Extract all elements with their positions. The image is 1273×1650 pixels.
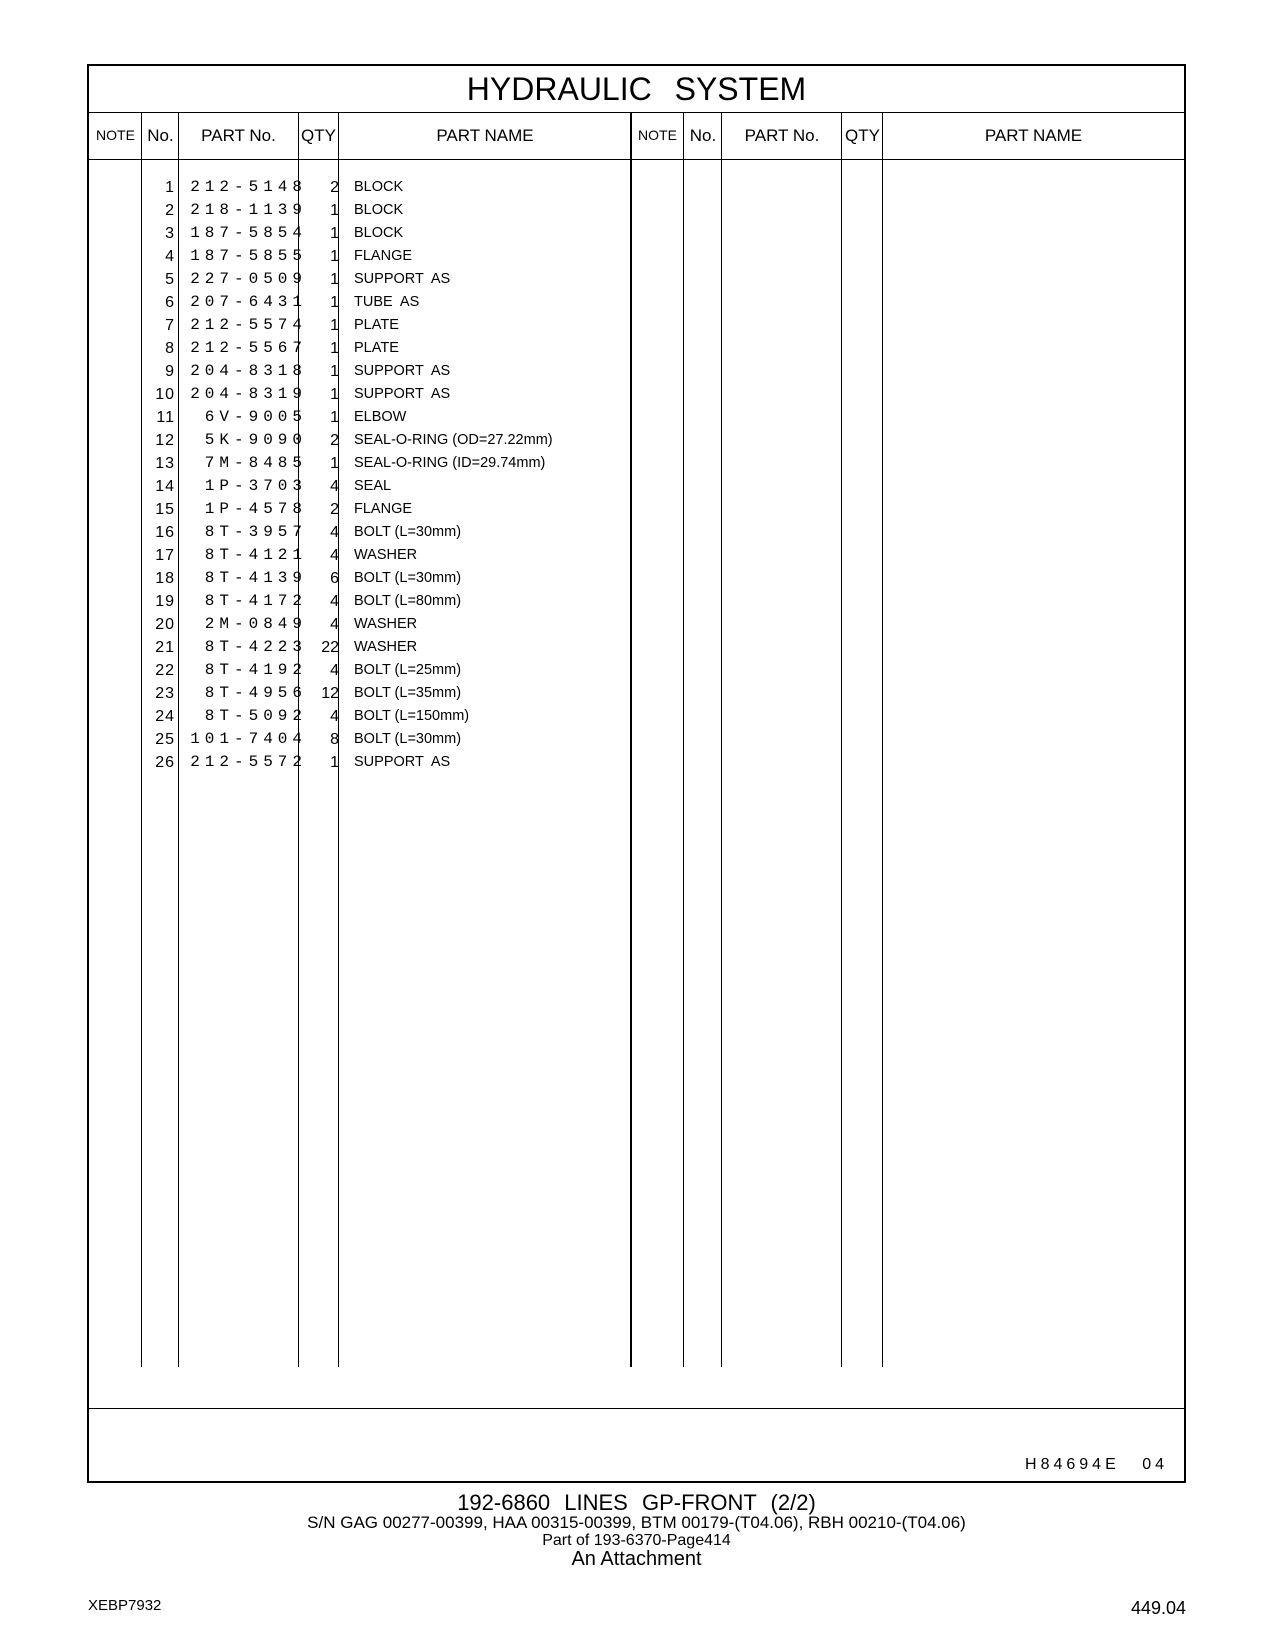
- part-name: BOLT (L=30mm): [354, 524, 462, 540]
- part-number: 204-8318: [190, 362, 307, 380]
- part-name: TUBE AS: [354, 294, 420, 310]
- part-qty: 1: [330, 294, 339, 311]
- column-divider: [721, 112, 722, 1367]
- part-qty: 1: [330, 340, 339, 357]
- header-qty-left: QTY: [301, 126, 336, 145]
- part-number-index: 24: [155, 708, 175, 725]
- part-name: BOLT (L=30mm): [354, 731, 462, 747]
- part-qty: 1: [330, 225, 339, 242]
- part-number-index: 19: [155, 593, 175, 610]
- part-number-index: 6: [165, 294, 175, 311]
- header-qty-right: QTY: [845, 126, 880, 145]
- part-number: 212-5572: [190, 753, 307, 771]
- part-number: 8T-4121: [204, 546, 307, 564]
- part-number-index: 7: [165, 317, 175, 334]
- table-row: [89, 521, 649, 544]
- part-number-index: 13: [155, 455, 175, 472]
- part-name: FLANGE: [354, 248, 413, 264]
- part-name: BOLT (L=35mm): [354, 685, 462, 701]
- part-number-index: 11: [156, 409, 175, 426]
- part-qty: 4: [330, 547, 339, 564]
- caption-serials: S/N GAG 00277-00399, HAA 00315-00399, BTM 00179-(T04.06), RBH 00210-(T04.06): [307, 1513, 966, 1532]
- part-qty: 1: [330, 271, 339, 288]
- table-row: [89, 544, 649, 567]
- table-row: [89, 613, 649, 636]
- part-number-index: 22: [155, 662, 175, 679]
- part-name: WASHER: [354, 616, 418, 632]
- table-row: [89, 291, 649, 314]
- header-no-left: No.: [147, 126, 174, 145]
- header-partno-left: PART No.: [201, 126, 276, 145]
- header-partname-left: PART NAME: [436, 126, 534, 145]
- table-header: [89, 112, 1184, 160]
- part-number: 2M-0849: [204, 615, 307, 633]
- part-number-index: 9: [165, 363, 175, 380]
- table-row: [89, 705, 649, 728]
- table-row: [89, 429, 649, 452]
- part-name: FLANGE: [354, 501, 413, 517]
- part-qty: 1: [330, 409, 339, 426]
- part-number-index: 14: [155, 478, 175, 495]
- part-number-index: 1: [165, 179, 175, 196]
- part-qty: 22: [321, 639, 339, 656]
- table-row: [89, 636, 649, 659]
- part-name: SEAL: [354, 478, 392, 494]
- part-name: BOLT (L=25mm): [354, 662, 462, 678]
- part-number-index: 26: [155, 754, 175, 771]
- part-qty: 12: [321, 685, 339, 702]
- document-id: XEBP7932: [88, 1597, 162, 1614]
- part-name: PLATE: [354, 340, 399, 356]
- table-row: [89, 751, 649, 774]
- table-row: [89, 475, 649, 498]
- part-number-index: 10: [155, 386, 175, 403]
- part-number-index: 12: [155, 432, 175, 449]
- part-number: 6V-9005: [204, 408, 307, 426]
- part-number: 227-0509: [190, 270, 307, 288]
- part-number: 212-5567: [190, 339, 307, 357]
- part-name: BLOCK: [354, 179, 404, 195]
- table-row: [89, 452, 649, 475]
- part-qty: 4: [330, 478, 339, 495]
- table-row: [89, 245, 649, 268]
- part-qty: 1: [330, 202, 339, 219]
- table-row: [89, 590, 649, 613]
- header-note-right: NOTE: [638, 127, 677, 143]
- part-number: 8T-4223: [204, 638, 307, 656]
- part-number: 1P-4578: [204, 500, 307, 518]
- table-row: [89, 222, 649, 245]
- part-number-index: 2: [165, 202, 175, 219]
- part-name: WASHER: [354, 639, 418, 655]
- part-number: 8T-3957: [204, 523, 307, 541]
- part-number-index: 3: [165, 225, 175, 242]
- part-qty: 1: [330, 386, 339, 403]
- parts-table-frame: [87, 64, 1186, 1483]
- column-divider: [882, 112, 883, 1367]
- header-partname-right: PART NAME: [984, 126, 1083, 145]
- part-number-index: 15: [155, 501, 175, 518]
- part-number: 7M-8485: [204, 454, 307, 472]
- table-bottom-rule: [89, 1408, 1184, 1409]
- header-note-left: NOTE: [96, 127, 135, 143]
- part-qty: 4: [330, 524, 339, 541]
- part-qty: 2: [330, 432, 339, 449]
- table-row: [89, 176, 649, 199]
- part-qty: 6: [330, 570, 339, 587]
- part-number: 207-6431: [190, 293, 307, 311]
- part-qty: 1: [330, 754, 339, 771]
- part-number: 8T-4956: [204, 684, 307, 702]
- part-number-index: 16: [155, 524, 175, 541]
- part-number: 1P-3703: [204, 477, 307, 495]
- table-row: [89, 314, 649, 337]
- part-number-index: 23: [155, 685, 175, 702]
- header-no-right: No.: [689, 126, 717, 145]
- part-name: SUPPORT AS: [354, 386, 451, 402]
- part-qty: 8: [330, 731, 339, 748]
- part-number: 218-1139: [190, 201, 307, 219]
- part-name: PLATE: [354, 317, 399, 333]
- part-qty: 4: [330, 616, 339, 633]
- part-number-index: 18: [155, 570, 175, 587]
- table-row: [89, 383, 649, 406]
- part-name: WASHER: [354, 547, 418, 563]
- table-row: [89, 406, 649, 429]
- table-row: [89, 337, 649, 360]
- part-name: SUPPORT AS: [354, 271, 451, 287]
- part-qty: 1: [330, 317, 339, 334]
- table-row: [89, 728, 649, 751]
- part-number: 8T-5092: [204, 707, 307, 725]
- table-row: [89, 360, 649, 383]
- column-divider: [683, 112, 684, 1367]
- part-name: BOLT (L=80mm): [354, 593, 462, 609]
- part-qty: 4: [330, 593, 339, 610]
- part-name: SEAL-O-RING (ID=29.74mm): [354, 455, 546, 471]
- part-name: BLOCK: [354, 225, 404, 241]
- table-row: [89, 682, 649, 705]
- part-number: 212-5574: [190, 316, 307, 334]
- part-name: SUPPORT AS: [354, 363, 451, 379]
- part-number: 187-5855: [190, 247, 307, 265]
- part-number-index: 8: [165, 340, 175, 357]
- part-qty: 2: [330, 179, 339, 196]
- part-number-index: 4: [165, 248, 175, 265]
- part-number-index: 17: [155, 547, 175, 564]
- part-number: 204-8319: [190, 385, 307, 403]
- header-partno-right: PART No.: [744, 126, 820, 145]
- part-number: 8T-4139: [204, 569, 307, 587]
- part-qty: 1: [330, 363, 339, 380]
- part-number-index: 21: [155, 639, 175, 656]
- part-qty: 1: [330, 248, 339, 265]
- part-number-index: 5: [165, 271, 175, 288]
- table-row: [89, 199, 649, 222]
- part-number: 187-5854: [190, 224, 307, 242]
- part-qty: 4: [330, 708, 339, 725]
- part-number: 8T-4172: [204, 592, 307, 610]
- part-name: ELBOW: [354, 409, 407, 425]
- caption-part-of: Part of 193-6370-Page414: [542, 1532, 731, 1549]
- parts-list: [89, 176, 649, 774]
- part-number: 212-5148: [190, 178, 307, 196]
- page-number: 449.04: [1130, 1598, 1186, 1618]
- part-name: BOLT (L=150mm): [354, 708, 470, 724]
- part-qty: 1: [330, 455, 339, 472]
- table-row: [89, 498, 649, 521]
- part-name: BLOCK: [354, 202, 404, 218]
- part-number: 5K-9090: [204, 431, 307, 449]
- part-number: 101-7404: [190, 730, 307, 748]
- table-row: [89, 268, 649, 291]
- part-number-index: 20: [155, 616, 175, 633]
- part-name: SUPPORT AS: [354, 754, 451, 770]
- table-row: [89, 659, 649, 682]
- part-qty: 4: [330, 662, 339, 679]
- caption-title: 192-6860 LINES GP-FRONT (2/2): [457, 1490, 816, 1515]
- page-title: HYDRAULIC SYSTEM: [89, 66, 1184, 113]
- caption-attachment: An Attachment: [571, 1548, 702, 1570]
- part-name: BOLT (L=30mm): [354, 570, 462, 586]
- part-number-index: 25: [155, 731, 175, 748]
- drawing-code: H84694E 04: [1025, 1456, 1168, 1473]
- column-divider: [841, 112, 842, 1367]
- part-qty: 2: [330, 501, 339, 518]
- part-number: 8T-4192: [204, 661, 307, 679]
- table-row: [89, 567, 649, 590]
- part-name: SEAL-O-RING (OD=27.22mm): [354, 432, 553, 448]
